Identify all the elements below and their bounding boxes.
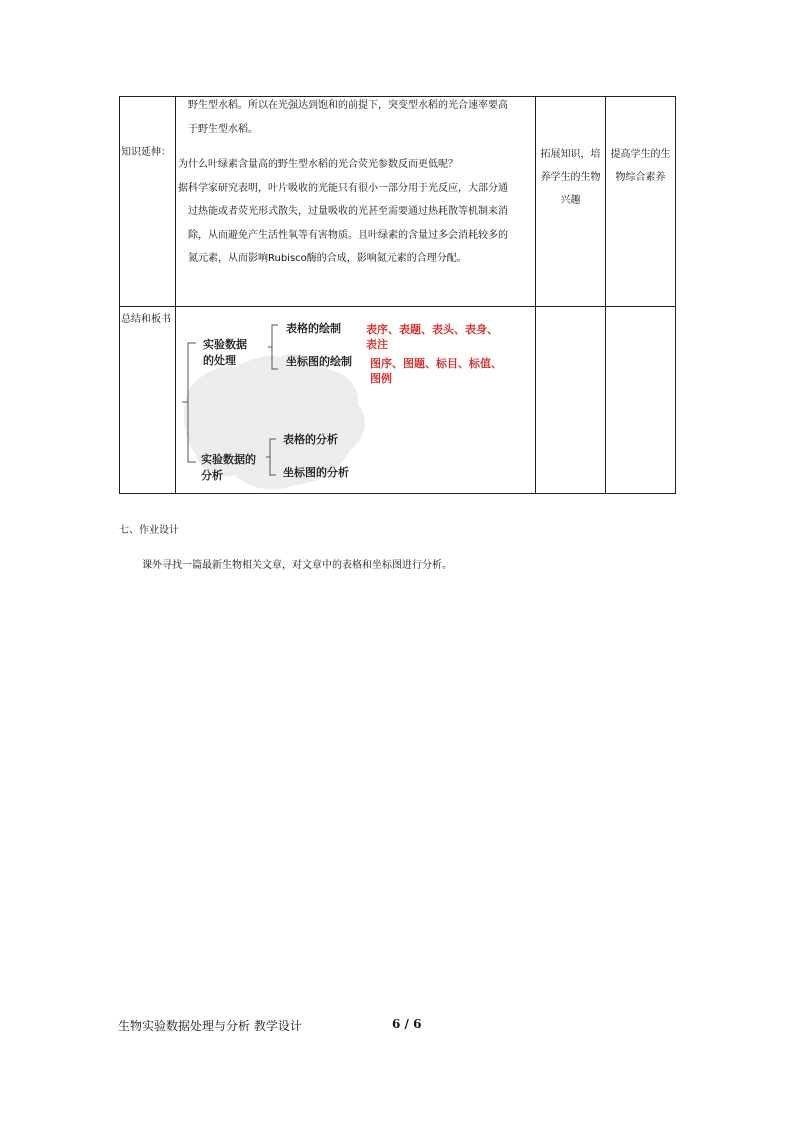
- group-line: 分析: [201, 469, 223, 482]
- item-graph-analysis: 坐标图的分析: [283, 466, 349, 479]
- item-table-drawing: 表格的绘制: [286, 322, 341, 335]
- item-graph-drawing: 坐标图的绘制: [286, 355, 352, 368]
- item-table-analysis: 表格的分析: [283, 433, 338, 446]
- purpose-line: 养学生的生物: [540, 172, 601, 183]
- purpose-cell: [536, 143, 605, 212]
- summary-diagram: [176, 307, 535, 493]
- group-line: 的处理: [203, 354, 236, 367]
- paragraph-line: 除，从而避免产生活性氧等有害物质。且叶绿素的含量过多会消耗较多的: [188, 229, 508, 241]
- paragraph-line: 过热能或者荧光形式散失，过量吸收的光甚至需要通过热耗散等机制来消: [188, 206, 508, 217]
- goal-cell: [606, 143, 675, 189]
- detail-line: 图序、图题、标目、标值、: [370, 357, 502, 370]
- detail-line: 图例: [370, 372, 392, 385]
- detail-line: 表序、表题、表头、表身、: [366, 323, 498, 336]
- extension-content: [178, 94, 534, 271]
- detail-line: 表注: [366, 338, 388, 351]
- group-line: 实验数据: [203, 338, 247, 351]
- row-label-extension: 知识延伸：: [121, 147, 171, 158]
- footer-title: 生物实验数据处理与分析 教学设计: [118, 1019, 302, 1033]
- goal-line: 物综合素养: [615, 172, 666, 183]
- paragraph-line: 氮元素，从而影响Rubisco酶的合成，影响氮元素的合理分配。: [188, 253, 467, 264]
- page-number: 6 / 6: [392, 1017, 422, 1031]
- paragraph-line: 据科学家研究表明，叶片吸收的光能只有很小一部分用于光反应，大部分通: [178, 182, 508, 194]
- group-analysis: [201, 452, 256, 484]
- inner-brace-1-icon: [268, 321, 288, 381]
- purpose-line: 兴趣: [560, 195, 581, 206]
- row-label-summary: 总结和板书: [121, 314, 171, 325]
- paragraph-line: 于野生型水稻。: [188, 123, 258, 135]
- paragraph-line: 野生型水稻。所以在光强达到饱和的前提下，突变型水稻的光合速率要高: [188, 100, 508, 111]
- table-drawing-detail: [366, 322, 498, 352]
- section-body: 课外寻找一篇最新生物相关文章，对文章中的表格和坐标图进行分析。: [142, 560, 452, 571]
- group-line: 实验数据的: [201, 453, 256, 466]
- section-heading: 七、作业设计: [119, 525, 179, 536]
- group-processing: [203, 337, 247, 369]
- goal-line: 提高学生的生: [610, 149, 671, 160]
- graph-drawing-detail: [370, 356, 502, 386]
- purpose-line: 拓展知识，培: [540, 149, 601, 160]
- paragraph-line: 为什么叶绿素含量高的野生型水稻的光合荧光参数反而更低呢？: [178, 159, 458, 170]
